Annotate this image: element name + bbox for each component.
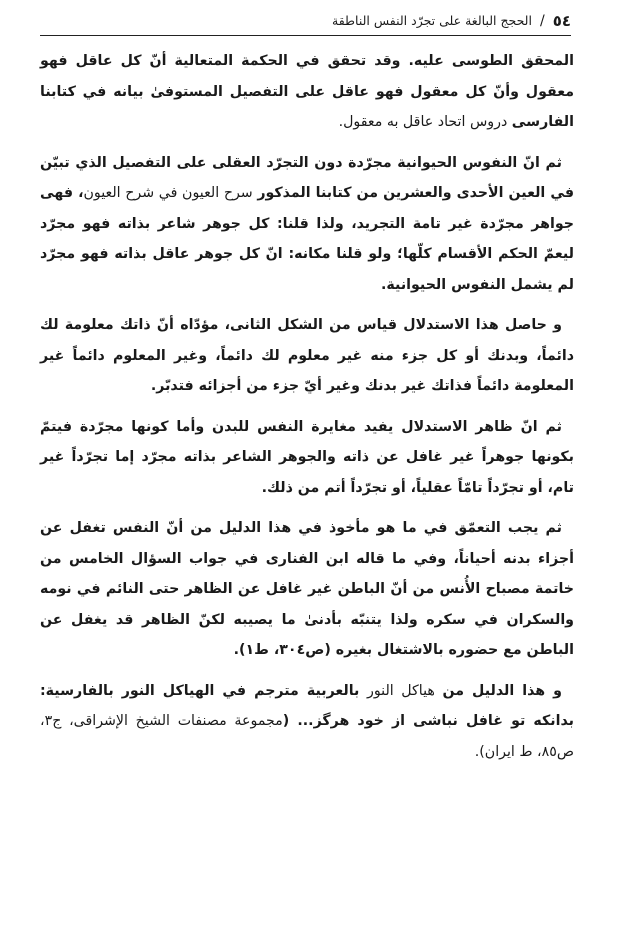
paragraph-5: ثم يجب التعمّق في ما هو مأخوذ في هذا الدليل من أنّ النفس تغفل عن أجزاء بدنه أحياناً، وفي ما قاله ابن الفنارى في جواب السؤال الخامس من خاتمة مصباح الأُنس من أنّ الباطن غير غافل عن الظاهر حتى النائم في نومه والسكران في سكره ولذا يتنبّه بأدنىٰ ما يصيبه لكنّ الظاهر قد يغفل عن الباطن مع حضوره بالاشتغال بغيره (ص٣٠٤، ط١). [40,520,574,658]
paragraph-2-text-b: ، فهى جواهر مجرّدة غير تامة التجريد، ولذا قلنا: كل جوهر شاعر بذاته فهو مجرّد ليعمّ الحكم الأقسام كلّها؛ ولو قلنا مكانه: انّ كل جوهر عاقل بذاته فهو مجرّد لم يشمل النفوس الحيوانية. [40,185,574,293]
page-number: ٥٤ [552,11,571,30]
paragraph-3: و حاصل هذا الاستدلال قياس من الشكل الثانى، مؤدّاه أنّ ذاتك معلومة لك دائماً، وبدنك أو كل جزء منه غير معلوم لك دائماً، وغير المعلوم دائماً غير المعلومة دائماً فذاتك غير بدنك وغير أيّ جزء من أجزائه فتدبّر. [40,317,574,394]
paragraph-6-text-a: و هذا الدليل من [442,682,562,699]
header-separator: / [539,12,545,29]
paragraph-6 [40,676,574,768]
paragraph-1-book-ref: دروس اتحاد عاقل به معقول. [338,114,512,130]
running-title: الحجج البالغة على تجرّد النفس الناطقة [332,13,532,28]
paragraph-6-citation: مجموعة مصنفات الشيخ الإشراقى، ج٣، ص٨٥، ط ايران). [40,713,574,760]
paragraph-2-book-ref: سرح العيون في شرح العيون [83,185,258,201]
paragraph-2 [40,148,574,301]
main-text [40,46,574,777]
paragraph-6-book-ref: هياكل النور [359,682,443,699]
paragraph-2-text-a: ثم انّ النفوس الحيوانية مجرّدة دون التجرّد العقلى على التفصيل الذي تبيّن في العين الأحدى والعشرين من كتابنا المذكور [40,154,574,201]
paragraph-1-text: المحقق الطوسى عليه. وقد تحقق في الحكمة المتعالية أنّ كل عاقل فهو معقول وأنّ كل معقول فهو عاقل على التفصيل المستوفىٰ بيانه في كتابنا الفارسى [40,53,574,130]
paragraph-1 [40,46,574,138]
running-header [40,10,571,36]
paragraph-6-text-b: بالعربية مترجم في الهياكل النور بالفارسية: بدانكه تو غافل نباشى از خود هرگز... ( [40,682,574,729]
paragraph-4: ثم انّ ظاهر الاستدلال يفيد مغايرة النفس للبدن وأما كونها مجرّدة فيتمّ بكونها جوهراً غير غافل عن ذاته والجوهر الشاعر بذاته مجرّد إما تجرّداً غير تام، أو تجرّداً تامّاً عقلياً، أو تجرّداً أتم من ذلك. [40,418,574,496]
